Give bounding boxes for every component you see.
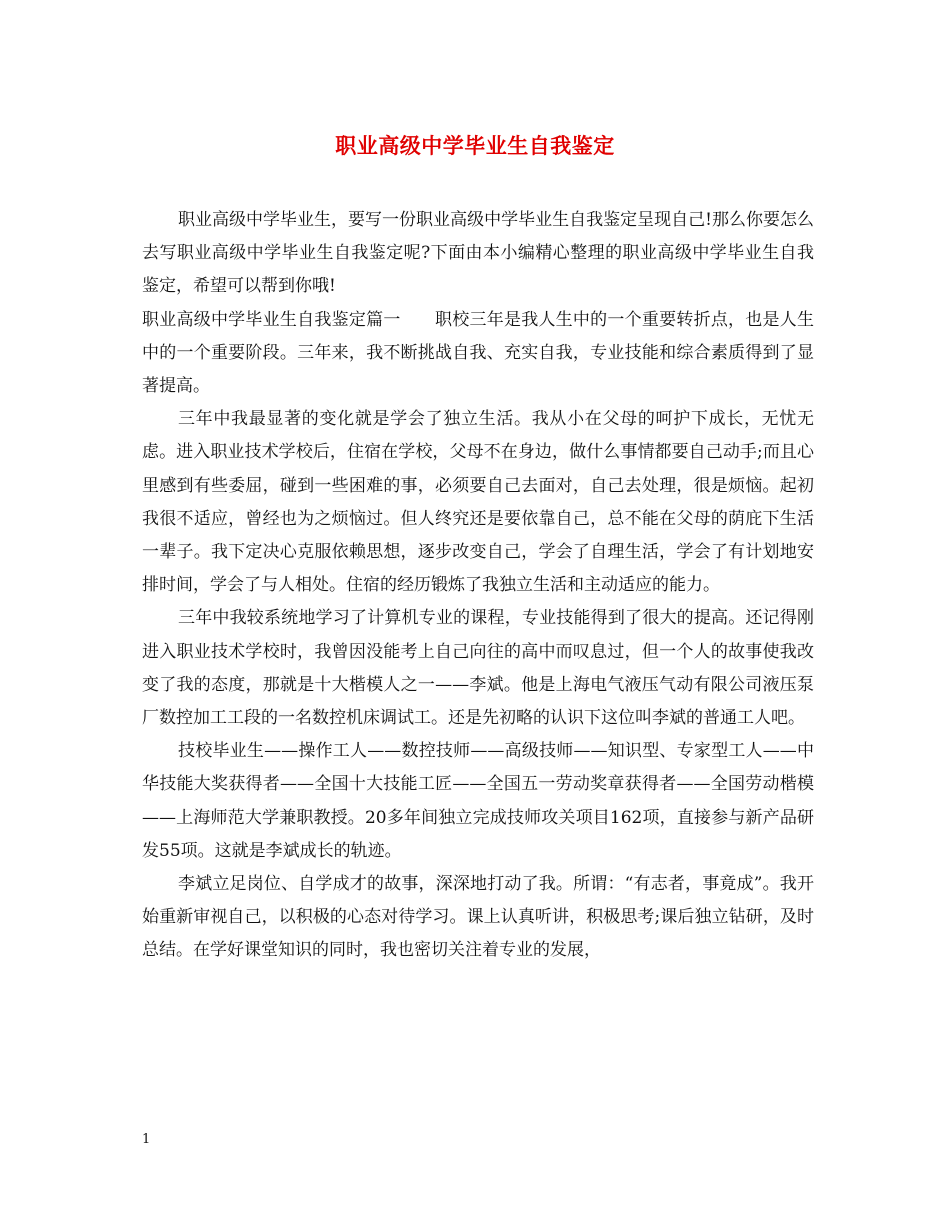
- document-body: [142, 204, 814, 968]
- paragraph-independent-living: 三年中我最显著的变化就是学会了独立生活。我从小在父母的呵护下成长，无忧无虑。进入职业技术学校后，住宿在学校，父母不在身边，做什么事情都要自己动手;而且心里感到有些委屈，碰到一些困难的事，必须要自己去面对，自己去处理，很是烦恼。起初我很不适应，曾经也为之烦恼过。但人终究还是要依靠自己，总不能在父母的荫庇下生活一辈子。我下定决心克服依赖思想，逐步改变自己，学会了自理生活，学会了有计划地安排时间，学会了与人相处。住宿的经历锻炼了我独立生活和主动适应的能力。: [142, 409, 814, 596]
- paragraph-intro: 职业高级中学毕业生，要写一份职业高级中学毕业生自我鉴定呈现自己!那么你要怎么去写职业高级中学毕业生自我鉴定呢?下面由本小编精心整理的职业高级中学毕业生自我鉴定，希望可以帮到你哦!: [142, 210, 814, 297]
- paragraph-computer-study: 三年中我较系统地学习了计算机专业的课程，专业技能得到了很大的提高。还记得刚进入职业技术学校时，我曾因没能考上自己向往的高中而叹息过，但一个人的故事使我改变了我的态度，那就是十大楷模人之一——李斌。他是上海电气液压气动有限公司液压泵厂数控加工工段的一名数控机床调试工。还是先初略的认识下这位叫李斌的普通工人吧。: [142, 608, 814, 729]
- page-number: 1: [142, 1132, 151, 1147]
- paragraph-li-bin-career: 技校毕业生——操作工人——数控技师——高级技师——知识型、专家型工人——中华技能大奖获得者——全国十大技能工匠——全国五一劳动奖章获得者——全国劳动楷模——上海师范大学兼职教授。20多年间独立完成技师攻关项目162项，直接参与新产品研发55项。这就是李斌成长的轨迹。: [142, 741, 814, 861]
- paragraph-inspiration: 李斌立足岗位、自学成才的故事，深深地打动了我。所谓：“有志者，事竟成”。我开始重新审视自己，以积极的心态对待学习。课上认真听讲，积极思考;课后独立钻研，及时总结。在学好课堂知识的同时，我也密切关注着专业的发展，: [142, 874, 814, 961]
- document-title: 职业高级中学毕业生自我鉴定: [335, 133, 615, 158]
- paragraph-section-one: 职业高级中学毕业生自我鉴定篇一 职校三年是我人生中的一个重要转折点，也是人生中的一个重要阶段。三年来，我不断挑战自我、充实自我，专业技能和综合素质得到了显著提高。: [142, 309, 814, 397]
